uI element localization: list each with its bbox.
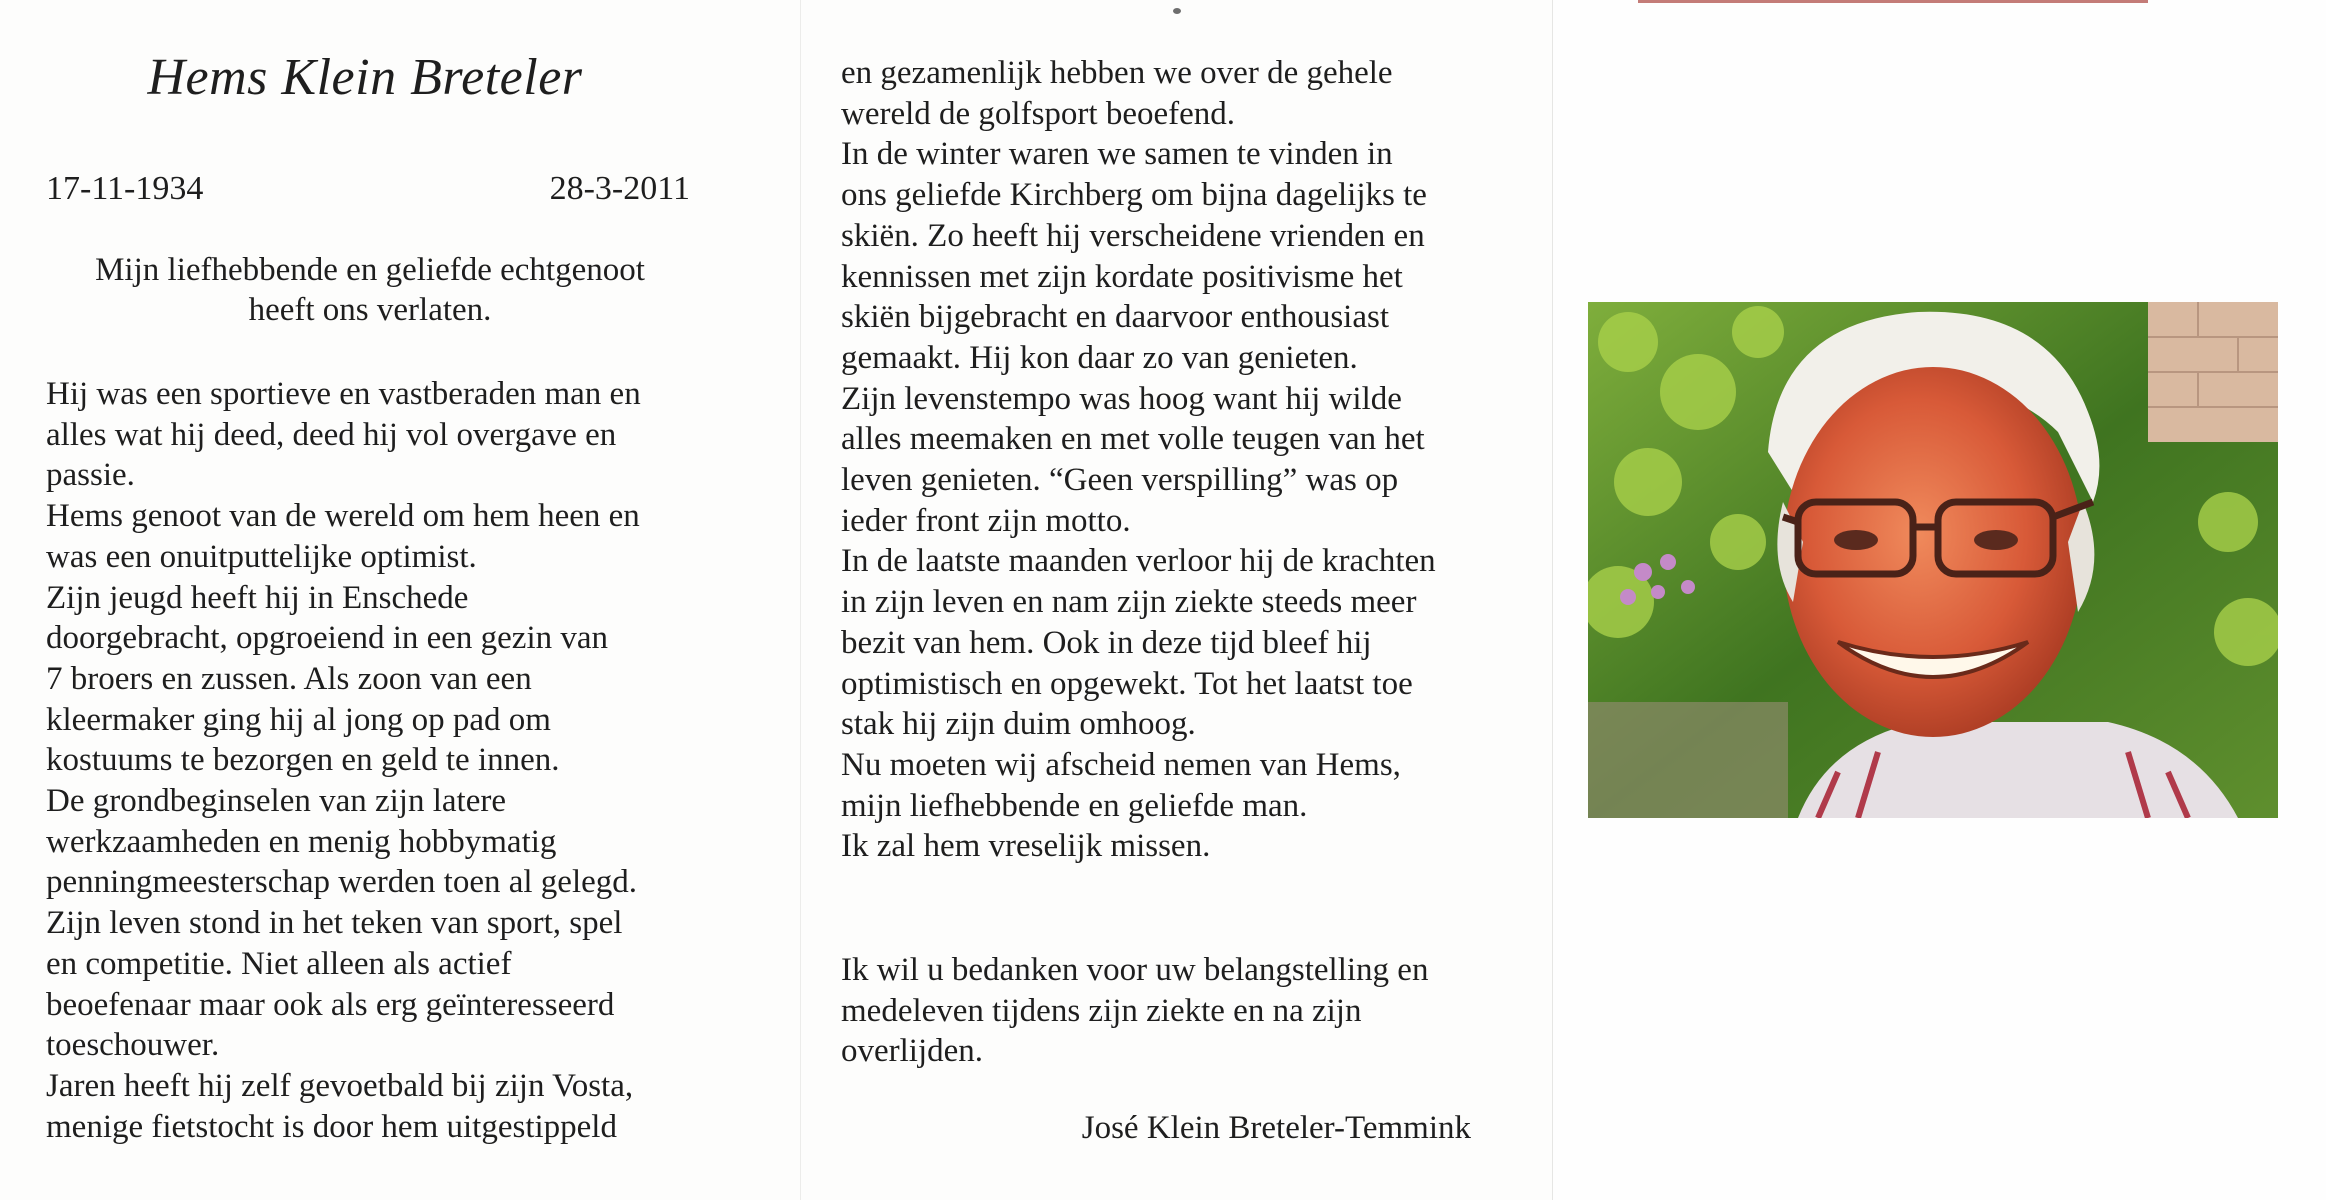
obituary-text-left [46,374,776,1147]
text-line: Zijn jeugd heeft hij in Enschede [46,579,469,616]
death-date: 28-3-2011 [549,170,690,207]
right-panel [1552,0,2326,1200]
text-line: penningmeesterschap werden toen al gelegd. [46,864,638,901]
text-line: De grondbeginselen van zijn latere [46,783,506,820]
text-line: gemaakt. Hij kon daar zo van genieten. [841,339,1358,376]
text-line: was een onuitputtelijke optimist. [46,538,477,575]
text-line: skiën bijgebracht en daarvoor enthousiast [841,299,1389,336]
text-line: overlijden. [841,1033,984,1070]
intro-line: heeft ons verlaten. [248,292,492,328]
text-line: kennissen met zijn kordate positivisme het [841,258,1403,295]
text-line: ons geliefde Kirchberg om bijna dagelijks te [841,177,1427,214]
text-line: toeschouwer. [46,1027,220,1064]
portrait-illustration [1588,302,2278,818]
text-line: skiën. Zo heeft hij verscheidene vrienden en [841,217,1425,254]
obituary-text-middle [841,53,1531,867]
text-line: 7 broers en zussen. Als zoon van een [46,660,532,697]
text-line: In de winter waren we samen te vinden in [841,136,1393,173]
text-line: leven genieten. “Geen verspilling” was op [841,462,1399,499]
middle-panel [800,0,1553,1200]
text-line: Zijn leven stond in het teken van sport, spel [46,905,623,942]
text-line: Nu moeten wij afscheid nemen van Hems, [841,746,1401,783]
deceased-name: Hems Klein Breteler [147,49,583,106]
printing-dot [1173,8,1181,14]
text-line: bezit van hem. Ook in deze tijd bleef hij [841,624,1372,661]
text-line: In de laatste maanden verloor hij de krachten [841,543,1436,580]
birth-date: 17-11-1934 [46,170,204,207]
text-line: passie. [46,457,135,494]
signature: José Klein Breteler-Temmink [1081,1110,1471,1146]
text-line: medeleven tijdens zijn ziekte en na zijn [841,992,1362,1029]
text-line: Hems genoot van de wereld om hem heen en [46,498,640,535]
text-line: Zijn levenstempo was hoog want hij wilde [841,380,1402,417]
thanks-text [841,950,1531,1072]
text-line: kleermaker ging hij al jong op pad om [46,701,551,738]
portrait-photo [1588,302,2278,818]
text-line: en gezamenlijk hebben we over de gehele [841,55,1393,91]
text-line: Ik zal hem vreselijk missen. [841,828,1211,865]
text-line: Jaren heeft hij zelf gevoetbald bij zijn Vosta, [46,1067,634,1104]
text-line: alles meemaken en met volle teugen van het [841,421,1425,458]
top-edge-line [1638,0,2148,3]
text-line: ieder front zijn motto. [841,502,1131,539]
text-line: stak hij zijn duim omhoog. [841,706,1196,743]
text-line: werkzaamheden en menig hobbymatig [46,823,557,860]
intro-text [20,250,720,330]
text-line: alles wat hij deed, deed hij vol overgave en [46,416,617,453]
left-panel [0,0,800,1200]
text-line: doorgebracht, opgroeiend in een gezin van [46,620,609,657]
text-line: beoefenaar maar ook als erg geïnteresseerd [46,986,615,1023]
text-line: Ik wil u bedanken voor uw belangstelling en [841,952,1429,988]
text-line: wereld de golfsport beoefend. [841,95,1236,132]
text-line: mijn liefhebbende en geliefde man. [841,787,1308,824]
intro-line: Mijn liefhebbende en geliefde echtgenoot [95,252,645,288]
text-line: in zijn leven en nam zijn ziekte steeds meer [841,584,1417,621]
text-line: en competitie. Niet alleen als actief [46,945,512,982]
text-line: kostuums te bezorgen en geld te innen. [46,742,560,779]
text-line: optimistisch en opgewekt. Tot het laatst toe [841,665,1413,702]
text-line: menige fietstocht is door hem uitgestippeld [46,1108,617,1145]
text-line: Hij was een sportieve en vastberaden man en [46,376,641,412]
